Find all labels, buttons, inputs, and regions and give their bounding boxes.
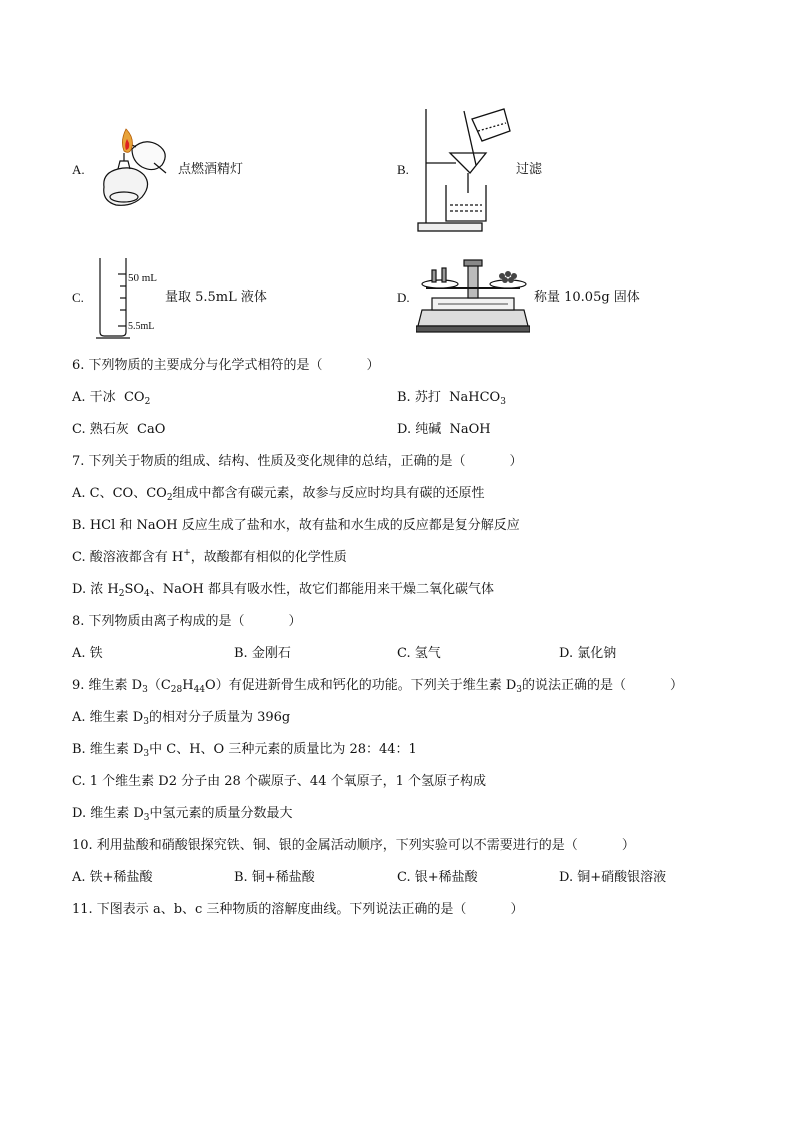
q8-option-c: C. 氢气 — [397, 646, 441, 661]
q7-option-c: C. 酸溶液都含有 H+，故酸都有相似的化学性质 — [72, 548, 347, 565]
q10-option-d: D. 铜+硝酸银溶液 — [559, 870, 667, 885]
q9-option-b: B. 维生素 $D_3$中 C、H、O 三种元素的质量比为 28：44：1 — [72, 742, 417, 759]
figure-b-caption: 过滤 — [516, 162, 543, 177]
cylinder-mark-top: 50 mL — [128, 272, 158, 284]
q9-option-a: A. 维生素 $D_3$的相对分子质量为 396g — [72, 710, 291, 727]
q8-option-a: A. 铁 — [72, 646, 103, 661]
q9-option-d: D. 维生素 $D_3$中氢元素的质量分数最大 — [72, 806, 293, 823]
figure-c-caption: 量取 5.5mL 液体 — [165, 290, 267, 305]
q9-stem: 9. 维生素 $D_3(C_{28}H_{44}O)$有促进新骨生成和钙化的功能。下列关于维生素 $D_3$的说法正确的是（ ） — [72, 678, 684, 695]
q10-option-c: C. 银+稀盐酸 — [397, 870, 478, 885]
q7-option-d: D. 浓 $H_2SO_4$、NaOH 都具有吸水性，故它们都能用来干燥二氧化碳气体 — [72, 582, 495, 599]
q6-option-d: D. 纯碱 NaOH — [397, 422, 491, 437]
q8-option-b: B. 金刚石 — [234, 646, 291, 661]
figure-a-caption: 点燃酒精灯 — [178, 162, 244, 177]
alcohol-lamp-figure — [92, 125, 178, 215]
option-b-label: B. — [397, 162, 409, 177]
q8-stem: 8. 下列物质由离子构成的是（ ） — [72, 614, 302, 629]
q10-stem: 10. 利用盐酸和硝酸银探究铁、铜、银的金属活动顺序，下列实验可以不需要进行的是（ ） — [72, 838, 635, 853]
q7-stem: 7. 下列关于物质的组成、结构、性质及变化规律的总结，正确的是（ ） — [72, 454, 523, 469]
option-a-label: A. — [72, 162, 85, 177]
filtration-figure — [416, 105, 512, 233]
q7-option-b: B. HCl 和 NaOH 反应生成了盐和水，故有盐和水生成的反应都是复分解反应 — [72, 518, 520, 533]
q7-option-a: A. C、CO、$CO_2$组成中都含有碳元素，故参与反应时均具有碳的还原性 — [72, 486, 485, 503]
figure-d-caption: 称量 10.05g 固体 — [534, 290, 640, 305]
option-d-label: D. — [397, 290, 410, 305]
q6-stem: 6. 下列物质的主要成分与化学式相符的是（ ） — [72, 358, 380, 373]
q10-option-a: A. 铁+稀盐酸 — [72, 870, 153, 885]
balance-figure — [416, 258, 530, 334]
q6-option-c: C. 熟石灰 CaO — [72, 422, 166, 437]
q6-option-b: B. 苏打 NaHCO$_3$ — [397, 390, 506, 407]
q8-option-d: D. 氯化钠 — [559, 646, 617, 661]
q6-option-a: A. 干冰 $CO_2$ — [72, 390, 151, 407]
q9-option-c: C. 1 个维生素 D2 分子由 28 个碳原子、44 个氧原子，1 个氢原子构成 — [72, 774, 486, 789]
option-c-label: C. — [72, 290, 84, 305]
q10-option-b: B. 铜+稀盐酸 — [234, 870, 315, 885]
cylinder-mark-bottom: 5.5mL — [128, 321, 155, 332]
q11-stem: 11. 下图表示 a、b、c 三种物质的溶解度曲线。下列说法正确的是（ ） — [72, 902, 524, 917]
